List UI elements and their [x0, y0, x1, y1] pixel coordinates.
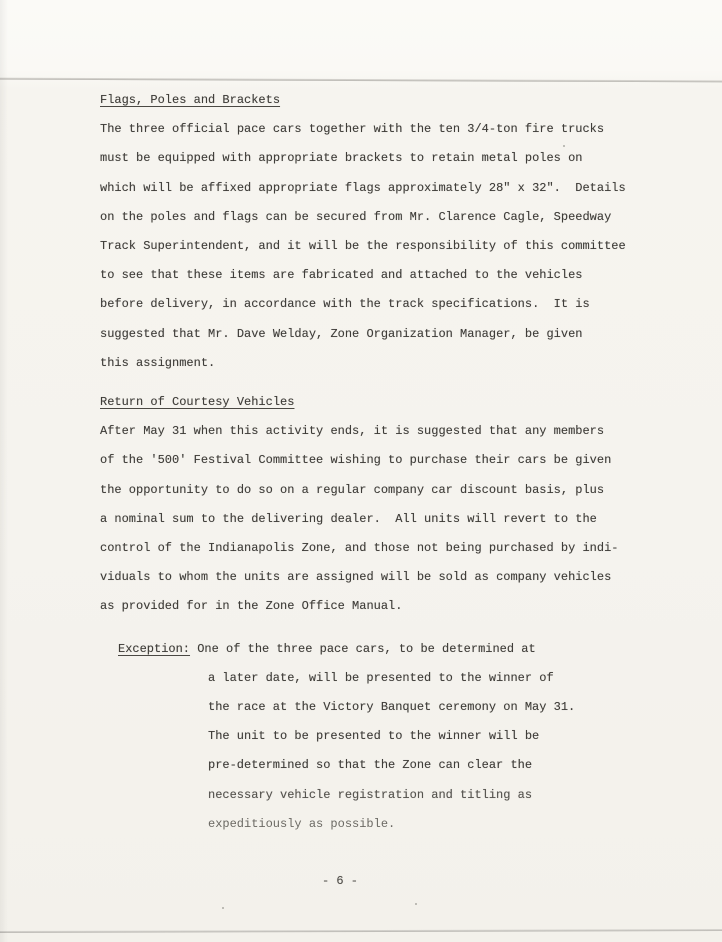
- text-line: before delivery, in accordance with the track specifications. It is: [100, 297, 590, 312]
- section-heading: Flags, Poles and Brackets: [100, 93, 281, 107]
- text-line: viduals to whom the units are assigned will be sold as company vehicles: [100, 570, 612, 585]
- text-line: a later date, will be presented to the winner of: [208, 670, 554, 685]
- text-line: suggested that Mr. Dave Welday, Zone Organization Manager, be given: [100, 326, 583, 341]
- text-line: The unit to be presented to the winner will be: [208, 729, 540, 744]
- text-line: The three official pace cars together with the ten 3/4-ton fire trucks: [100, 122, 605, 137]
- text-line: this assignment.: [100, 355, 216, 370]
- text-line: the race at the Victory Banquet ceremony on May 31.: [208, 700, 576, 715]
- section-heading: Return of Courtesy Vehicles: [100, 395, 295, 410]
- text-line: of the '500' Festival Committee wishing to purchase their cars be given: [100, 453, 612, 468]
- text-line: must be equipped with appropriate brackets to retain metal poles on: [100, 151, 583, 166]
- exception-first-text: One of the three pace cars, to be determined at: [197, 641, 536, 656]
- paragraph: [100, 115, 660, 378]
- section-return-of-courtesy-vehicles: [100, 388, 660, 622]
- text-line: which will be affixed appropriate flags approximately 28" x 32". Details: [100, 180, 626, 195]
- text-line: the opportunity to do so on a regular company car discount basis, plus: [100, 482, 605, 497]
- section-flags-poles-and-brackets: [100, 86, 660, 378]
- text-line: as provided for in the Zone Office Manual.: [100, 599, 403, 614]
- text-line: Track Superintendent, and it will be the responsibility of this committee: [100, 239, 626, 254]
- text-line: pre-determined so that the Zone can clear the: [208, 758, 533, 773]
- scan-speck: [563, 145, 565, 147]
- text-line: control of the Indianapolis Zone, and those not being purchased by indi-: [100, 541, 619, 556]
- scan-artifact-line-bottom: [0, 929, 722, 933]
- paragraph: [100, 417, 660, 621]
- page-number: - 6 -: [322, 874, 359, 889]
- typewritten-content: [100, 86, 660, 896]
- text-line: on the poles and flags can be secured from Mr. Clarence Cagle, Speedway: [100, 209, 612, 224]
- exception-continuation: [118, 664, 660, 839]
- scan-speck: [415, 903, 417, 905]
- scan-artifact-line-top: [0, 78, 722, 83]
- text-line: necessary vehicle registration and titling as: [208, 787, 533, 802]
- text-line: a nominal sum to the delivering dealer. All units will revert to the: [100, 511, 597, 526]
- exception-block: [118, 635, 660, 839]
- scan-speck: [222, 907, 224, 909]
- text-line: After May 31 when this activity ends, it is suggested that any members: [100, 424, 605, 439]
- exception-label: Exception:: [118, 641, 191, 656]
- text-line: to see that these items are fabricated and attached to the vehicles: [100, 268, 583, 283]
- text-line: expeditiously as possible.: [208, 816, 396, 831]
- exception-first-line: [118, 635, 660, 664]
